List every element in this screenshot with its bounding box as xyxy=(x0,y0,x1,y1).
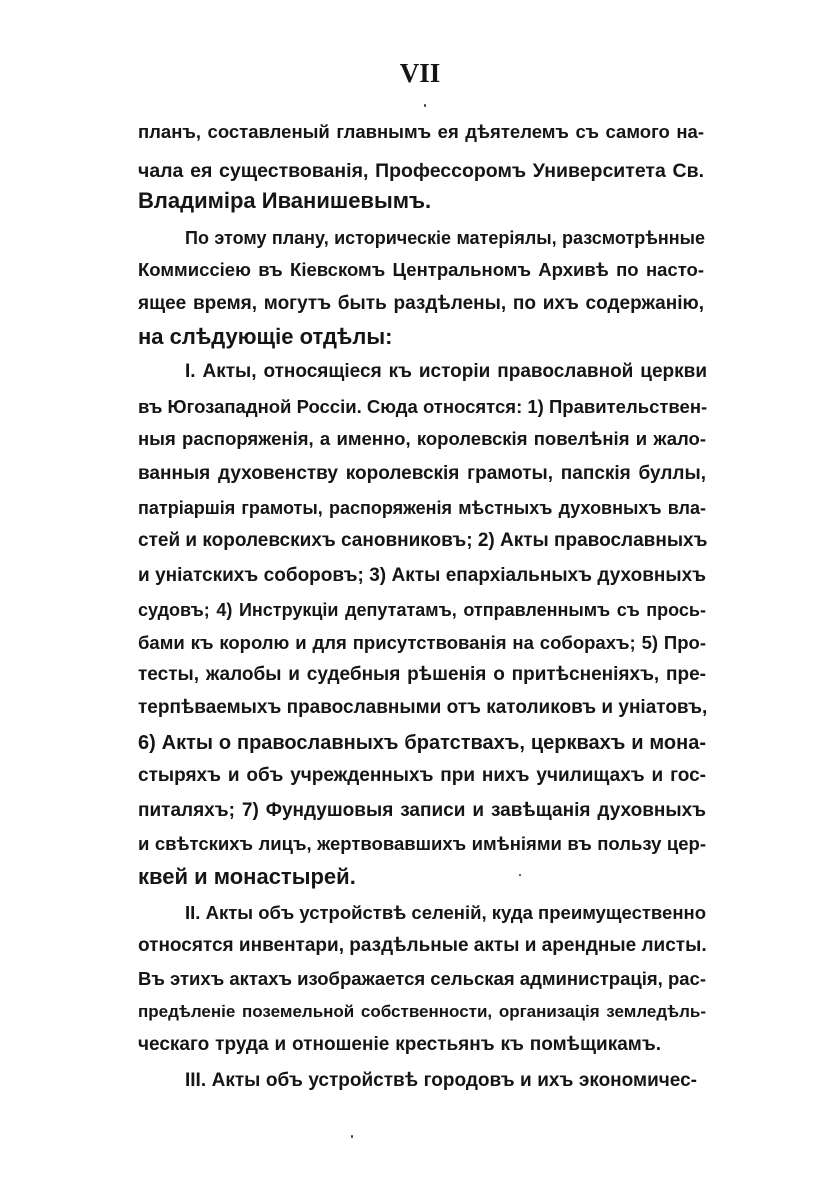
text-line: предѣленіе поземельной собственности, организація земледѣль- xyxy=(138,1002,706,1021)
text-line: и уніатскихъ соборовъ; 3) Акты епархіальныхъ духовныхъ xyxy=(138,565,706,586)
text-line: терпѣваемыхъ православными отъ католиковъ и уніатовъ, xyxy=(138,697,708,718)
ink-speck xyxy=(351,1135,353,1138)
text-line: судовъ; 4) Инструкціи депутатамъ, отправленнымъ съ прось- xyxy=(138,600,706,620)
text-line: Въ этихъ актахъ изображается сельская администрація, рас- xyxy=(138,968,706,989)
text-line: относятся инвентари, раздѣльные акты и арендные листы. xyxy=(138,935,707,956)
text-line: тесты, жалобы и судебныя рѣшенія о притѣсненіяхъ, пре- xyxy=(138,664,706,685)
ink-speck xyxy=(424,104,426,107)
text-line: квей и монастырей. xyxy=(138,864,356,889)
text-line: ческаго труда и отношеніе крестьянъ къ помѣщикамъ. xyxy=(138,1034,661,1055)
text-line: стей и королевскихъ сановниковъ; 2) Акты православныхъ xyxy=(138,530,708,551)
text-line: питаляхъ; 7) Фундушовыя записи и завѣщанія духовныхъ xyxy=(138,800,706,821)
text-line: ныя распоряженія, а именно, королевскія повелѣнія и жало- xyxy=(138,428,706,449)
text-line: въ Югозападной Россіи. Сюда относятся: 1) Правительствен- xyxy=(138,396,708,417)
text-line: Коммиссіею въ Кіевскомъ Центральномъ Архивѣ по насто- xyxy=(138,259,704,280)
text-line: II. Акты объ устройствѣ селеній, куда преимущественно xyxy=(185,902,706,923)
text-line: стыряхъ и объ учрежденныхъ при нихъ училищахъ и гос- xyxy=(138,765,706,786)
page-number: VII xyxy=(399,58,441,88)
text-line: патріаршія грамоты, распоряженія мѣстныхъ духовныхъ вла- xyxy=(138,498,706,518)
text-line: По этому плану, историческіе матеріялы, разсмотрѣнные xyxy=(185,228,705,248)
text-line: чала ея существованія, Профессоромъ Университета Св. xyxy=(138,160,704,182)
text-line: на слѣдующіе отдѣлы: xyxy=(138,324,393,349)
text-line: планъ, составленый главнымъ ея дѣятелемъ съ самого на- xyxy=(138,121,704,142)
text-line: ящее время, могутъ быть раздѣлены, по ихъ содержанію, xyxy=(138,293,704,314)
text-line: III. Акты объ устройствѣ городовъ и ихъ экономичес- xyxy=(185,1070,697,1091)
text-line: бами къ королю и для присутствованія на соборахъ; 5) Про- xyxy=(138,632,706,653)
text-line: Владиміра Иванишевымъ. xyxy=(138,188,432,213)
text-line: I. Акты, относящіеся къ исторіи православной церкви xyxy=(185,361,707,382)
text-line: 6) Акты о православныхъ братствахъ, церквахъ и мона- xyxy=(138,732,706,754)
text-line: и свѣтскихъ лицъ, жертвовавшихъ имѣніями въ пользу цер- xyxy=(138,833,706,854)
ink-speck xyxy=(519,874,521,876)
text-line: ванныя духовенству королевскія грамоты, папскія буллы, xyxy=(138,463,706,484)
